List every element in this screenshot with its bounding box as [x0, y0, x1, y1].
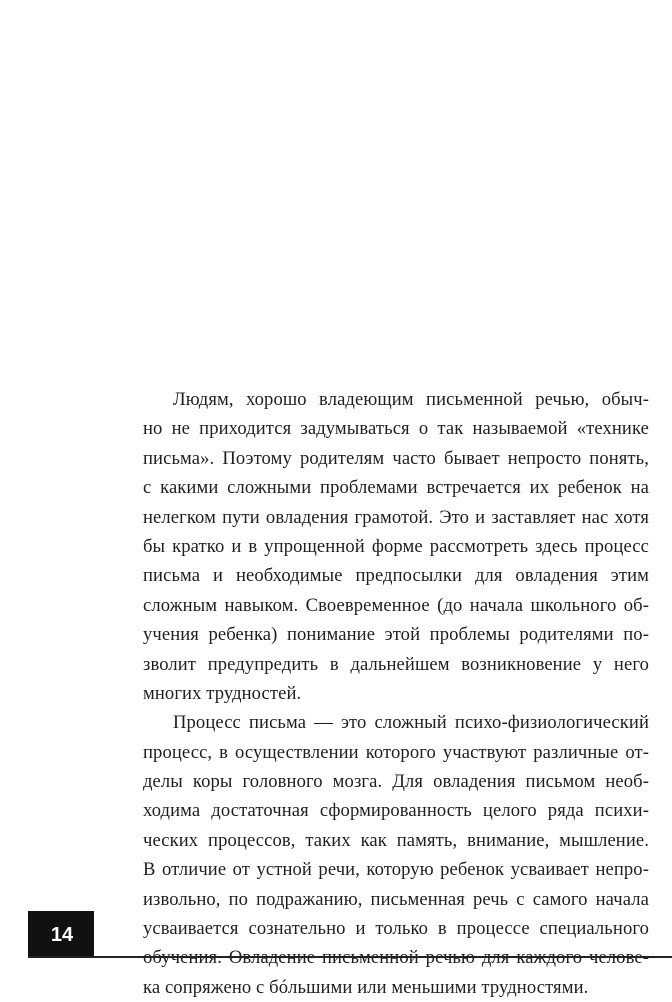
- text-line: сложным навыком. Своевременное (до начала школьного об-: [143, 594, 649, 616]
- text-line: письма и необходимые предпосылки для овладения этим: [143, 565, 649, 587]
- text-line: делы коры головного мозга. Для овладения письмом необ-: [143, 771, 649, 793]
- body-text: [143, 385, 649, 1002]
- text-line: усваивается сознательно и только в процессе специального: [143, 918, 649, 940]
- text-line: с какими сложными проблемами встречается их ребенок на: [143, 477, 649, 499]
- text-line: ка сопряжено с бóльшими или меньшими трудностями.: [143, 976, 589, 998]
- text-line: нелегком пути овладения грамотой. Это и заставляет нас хотя: [143, 506, 649, 528]
- text-line: извольно, по подражанию, письменная речь с самого начала: [143, 888, 649, 910]
- footer-rule: [28, 956, 672, 958]
- text-line: зволит предупредить в дальнейшем возникновение у него: [143, 653, 649, 675]
- text-line: процесс, в осуществлении которого участвуют различные от-: [143, 741, 649, 763]
- text-line: но не приходится задумываться о так называемой «технике: [143, 418, 649, 440]
- text-line: Процесс письма — это сложный психо-физиологический: [173, 712, 649, 734]
- text-line: ческих процессов, таких как память, внимание, мышление.: [143, 829, 649, 851]
- text-line: [143, 943, 649, 972]
- text-line: ходима достаточная сформированность целого ряда психи-: [143, 800, 649, 822]
- text-line: письма». Поэтому родителям часто бывает непросто понять,: [143, 447, 649, 469]
- text-line: многих трудностей.: [143, 682, 302, 704]
- paragraph: [143, 385, 649, 708]
- text-line: учения ребенка) понимание этой проблемы родителями по-: [143, 624, 649, 646]
- page-number: 14: [50, 924, 74, 946]
- text-line: В отличие от устной речи, которую ребенок усваивает непро-: [143, 859, 649, 881]
- text-line: бы кратко и в упрощенной форме рассмотреть здесь процесс: [143, 535, 649, 557]
- text-line: Людям, хорошо владеющим письменной речью, обыч-: [173, 389, 649, 410]
